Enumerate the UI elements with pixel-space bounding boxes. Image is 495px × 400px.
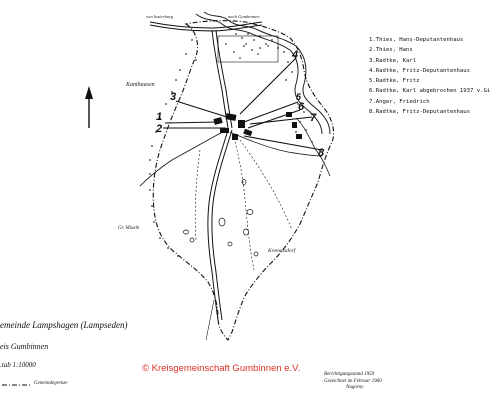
roads bbox=[140, 22, 322, 340]
village-label-west: Kanthausen bbox=[126, 82, 155, 88]
marker-number: 1 bbox=[156, 111, 163, 123]
legend-entry: 3.Radtke, Karl bbox=[369, 57, 417, 64]
drawn-date: Gezeichnet im Februar 1960 bbox=[324, 378, 382, 384]
marker-numbers bbox=[155, 49, 325, 159]
legend-entry: 7.Anger, Friedrich bbox=[369, 98, 430, 105]
marker-number: 6 bbox=[298, 101, 305, 113]
marker-number: 5 bbox=[296, 92, 302, 102]
owner-legend bbox=[369, 35, 493, 117]
meadow-stipple bbox=[149, 33, 313, 257]
legend-entry: 1.Thies, Hans-Deputantenhaus bbox=[369, 37, 464, 43]
district-name: eis Gumbinnen bbox=[0, 342, 49, 351]
legend-entry: 6.Radtke, Karl abgebrochen 1937 v.Gi bbox=[369, 88, 491, 95]
copyright-notice: © Kreisgemeinschaft Gumbinnen e.V. bbox=[142, 363, 301, 374]
area-label-southeast: Kremmsdorf bbox=[268, 248, 296, 254]
village-label-southwest: Gr. Mixeln bbox=[118, 226, 140, 231]
legend-entry: 2.Thies, Hans bbox=[369, 47, 413, 54]
revision-status: Berichtigungsstand 1959 bbox=[324, 372, 375, 377]
map-scale: .tab 1:10000 bbox=[0, 361, 36, 369]
marker-number: 7 bbox=[310, 112, 317, 124]
legend-entry: 4.Radtke, Fritz-Deputantenhaus bbox=[369, 67, 471, 74]
legend-entry: 5.Radtke, Fritz bbox=[369, 78, 420, 85]
marker-number: 4 bbox=[292, 49, 299, 61]
revision-note bbox=[324, 372, 382, 392]
river bbox=[196, 12, 330, 176]
map-title: emeinde Lampshagen (Lampseden) bbox=[0, 320, 128, 330]
boundary-legend-label: Gemeindegrenze bbox=[34, 381, 68, 386]
draftsman: Nagorny bbox=[346, 385, 364, 390]
road-label-west: von Insterburg bbox=[146, 14, 174, 19]
marker-number: 2 bbox=[156, 123, 163, 135]
north-arrow-icon bbox=[85, 86, 93, 128]
marker-number: 3 bbox=[170, 91, 177, 103]
marker-number: 8 bbox=[318, 147, 325, 159]
road-label-east: nach Gumbinnen bbox=[228, 14, 260, 19]
legend-entry: 8.Radtke, Fritz-Deputantenhaus bbox=[369, 109, 471, 116]
